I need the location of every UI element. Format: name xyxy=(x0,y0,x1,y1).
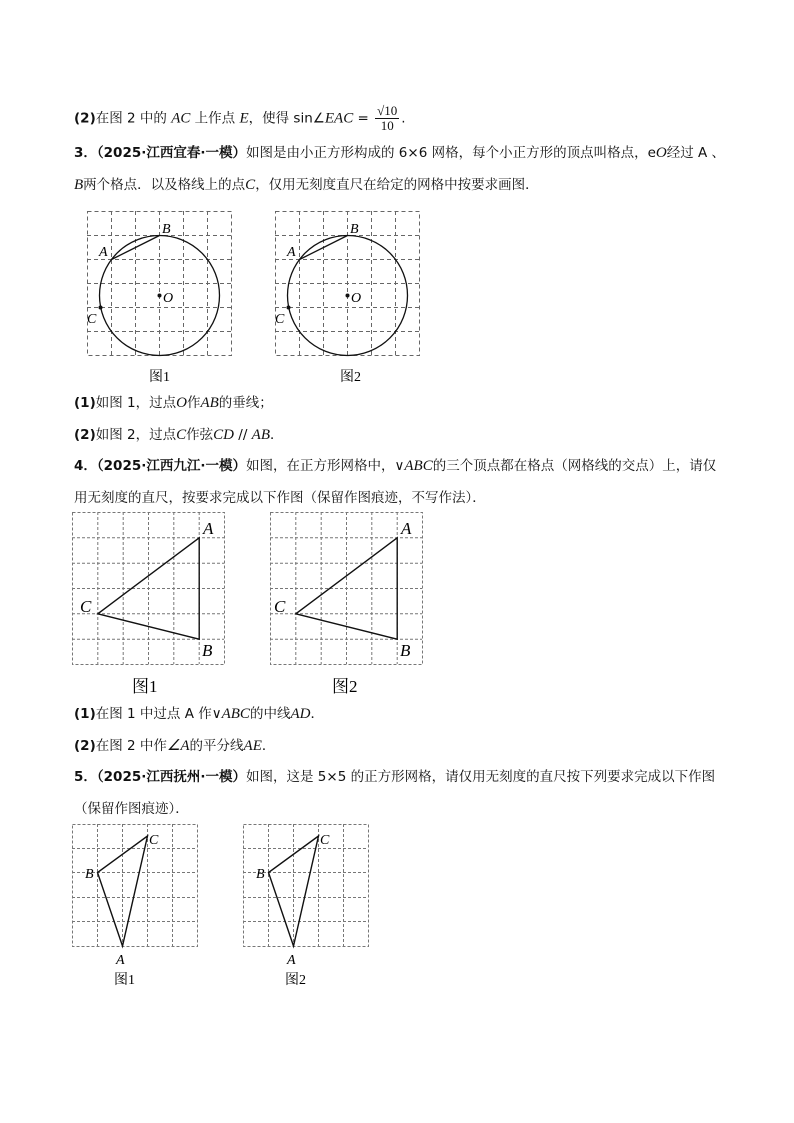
q2-part2-text-b: 上作点 xyxy=(194,110,236,127)
q3-part1-seg: AB xyxy=(200,395,219,411)
q4-text1: 如图，在正方形网格中，∨ xyxy=(246,458,405,474)
q3-fig1-label-a: A xyxy=(99,245,108,260)
q3-fig1-label-c: C xyxy=(87,312,97,327)
q3-number: 3． xyxy=(74,145,97,161)
q4-part1-tri: ABC xyxy=(221,706,250,722)
q4-part1-t3: ． xyxy=(310,706,324,722)
q2-part2-text-a: 在图 2 中的 xyxy=(95,110,167,127)
q5-fig1-grid xyxy=(72,824,198,947)
q3-part1-point: O xyxy=(176,395,187,411)
q4-fig2-label-a: A xyxy=(401,519,412,538)
q4-number: 4． xyxy=(74,458,97,474)
q4-part2-t1: 在图 2 中作 xyxy=(95,738,167,754)
q3-part1 xyxy=(74,393,273,413)
q3-part1-t2: 作 xyxy=(186,395,201,411)
q3-fig2-label-a: A xyxy=(287,245,296,260)
q4-text2: 的三个顶点都在格点（网格线的交点）上，请仅 xyxy=(432,458,717,474)
q4-fig1-label-b: B xyxy=(202,641,213,660)
q5-fig2-label-b: B xyxy=(256,867,265,882)
q3-fig1-grid xyxy=(87,211,232,356)
q5-figure-1 xyxy=(72,824,200,988)
q3-fig2-center-dot xyxy=(346,294,350,298)
q2-fraction-denominator: 10 xyxy=(380,118,394,133)
q5-line1 xyxy=(74,767,715,787)
q4-tri-label: ABC xyxy=(404,458,433,474)
q3-part2-t2: 作弦 xyxy=(186,427,214,443)
q5-line2-text: （保留作图痕迹）． xyxy=(74,801,189,817)
q3-part2-label: (2) xyxy=(74,427,96,443)
q4-line1 xyxy=(74,456,716,476)
q3-figure-2 xyxy=(275,211,421,385)
q4-figure-1 xyxy=(72,512,227,696)
q4-part1-t1: 在图 1 中过点 A 作∨ xyxy=(95,706,222,722)
q5-source: （2025·江西抚州·一模） xyxy=(96,769,246,785)
q3-fig1-label-o: O xyxy=(163,291,174,306)
q3-fig2-label-o: O xyxy=(351,291,362,306)
q3-fig1-caption: 图1 xyxy=(149,370,170,385)
q5-fig2-label-c: C xyxy=(320,833,330,848)
q4-fig1-label-a: A xyxy=(203,519,214,538)
q4-part1-label: (1) xyxy=(74,706,96,722)
q4-fig1-caption: 图1 xyxy=(132,677,158,696)
q2-part2-text-c: ，使得 sin∠ xyxy=(248,110,325,127)
q4-part2-label: (2) xyxy=(74,738,96,754)
q3-part2-parallel: // xyxy=(233,427,252,443)
q4-part1 xyxy=(74,704,324,724)
q4-source: （2025·江西九江·一模） xyxy=(96,458,246,474)
q4-figure-2 xyxy=(270,512,425,696)
q2-angle-label: EAC xyxy=(324,110,354,127)
q5-fig1-label-a: A xyxy=(116,953,125,968)
q3-fig2-point-c-dot xyxy=(287,306,291,310)
q3-fig2-label-c: C xyxy=(275,312,285,327)
q3-part1-t1: 如图 1，过点 xyxy=(95,395,177,411)
q5-number: 5． xyxy=(74,769,97,785)
q2-eq: = xyxy=(353,110,374,127)
q3-figure-1 xyxy=(87,211,233,385)
q3-point-b: B xyxy=(74,177,84,193)
q5-figure-2 xyxy=(243,824,371,988)
q2-part2-label: (2) xyxy=(74,110,96,127)
q3-text4: ，仅用无刻度直尺在给定的网格中按要求画图． xyxy=(255,177,539,193)
q4-fig1-label-c: C xyxy=(80,597,92,616)
q3-part2 xyxy=(74,425,284,445)
q4-line2 xyxy=(74,488,486,508)
q3-part2-t1: 如图 2，过点 xyxy=(95,427,177,443)
q3-part2-t3: ． xyxy=(270,427,284,443)
q4-fig2-caption: 图2 xyxy=(332,677,358,696)
q5-fig1-caption: 图1 xyxy=(114,973,135,988)
q5-line2 xyxy=(74,799,189,819)
q3-part1-label: (1) xyxy=(74,395,96,411)
q2-fraction xyxy=(375,104,399,133)
q3-fig2-caption: 图2 xyxy=(340,370,361,385)
q3-part1-t3: 的垂线； xyxy=(218,395,273,411)
q2-fraction-numerator: √10 xyxy=(377,103,398,118)
q2-end: . xyxy=(401,110,406,127)
q3-fig1-point-c-dot xyxy=(99,306,103,310)
q5-fig1-label-b: B xyxy=(85,867,94,882)
q3-source: （2025·江西宜春·一模） xyxy=(96,145,246,161)
q5-fig2-caption: 图2 xyxy=(285,973,306,988)
q4-part1-t2: 的中线 xyxy=(249,706,291,722)
q4-part2-t3: ． xyxy=(261,738,276,754)
q2-arc-label: AC xyxy=(171,110,191,127)
q3-line1 xyxy=(74,143,725,163)
q2-point-label: E xyxy=(239,110,249,127)
q2-part2-line xyxy=(74,104,406,133)
q3-text1: 如图是由小正方形构成的 6×6 网格，每个小正方形的顶点叫格点，e xyxy=(246,145,656,161)
q5-fig2-grid xyxy=(243,824,369,947)
q5-fig2-label-a: A xyxy=(287,953,296,968)
q4-fig2-label-c: C xyxy=(274,597,286,616)
q5-text1: 如图，这是 5×5 的正方形网格，请仅用无刻度的直尺按下列要求完成以下作图 xyxy=(246,769,716,785)
q3-line2 xyxy=(74,175,539,195)
q4-part1-seg: AD xyxy=(290,706,311,722)
q3-text2: 经过 A 、 xyxy=(666,145,726,161)
q3-part2-point: C xyxy=(176,427,187,443)
q4-part2-angle: ∠A xyxy=(166,738,190,754)
q3-fig1-center-dot xyxy=(158,294,162,298)
q3-fig1-label-b: B xyxy=(162,222,171,237)
q3-fig2-label-b: B xyxy=(350,222,359,237)
q4-part2-t2: 的平分线 xyxy=(189,738,244,754)
q4-fig2-label-b: B xyxy=(400,641,411,660)
q4-part2 xyxy=(74,736,275,756)
q5-fig1-label-c: C xyxy=(149,833,159,848)
q4-line2-text: 用无刻度的直尺，按要求完成以下作图（保留作图痕迹，不写作法）． xyxy=(74,490,486,506)
q4-part2-seg: AE xyxy=(243,738,262,754)
q3-point-c: C xyxy=(245,177,256,193)
q3-text3: 两个格点．以及格线上的点 xyxy=(83,177,246,193)
q3-fig2-grid xyxy=(275,211,420,356)
q3-part2-seg: CD xyxy=(213,427,234,443)
q3-part2-seg2: AB xyxy=(251,427,270,443)
q3-circle-label: O xyxy=(655,145,667,161)
